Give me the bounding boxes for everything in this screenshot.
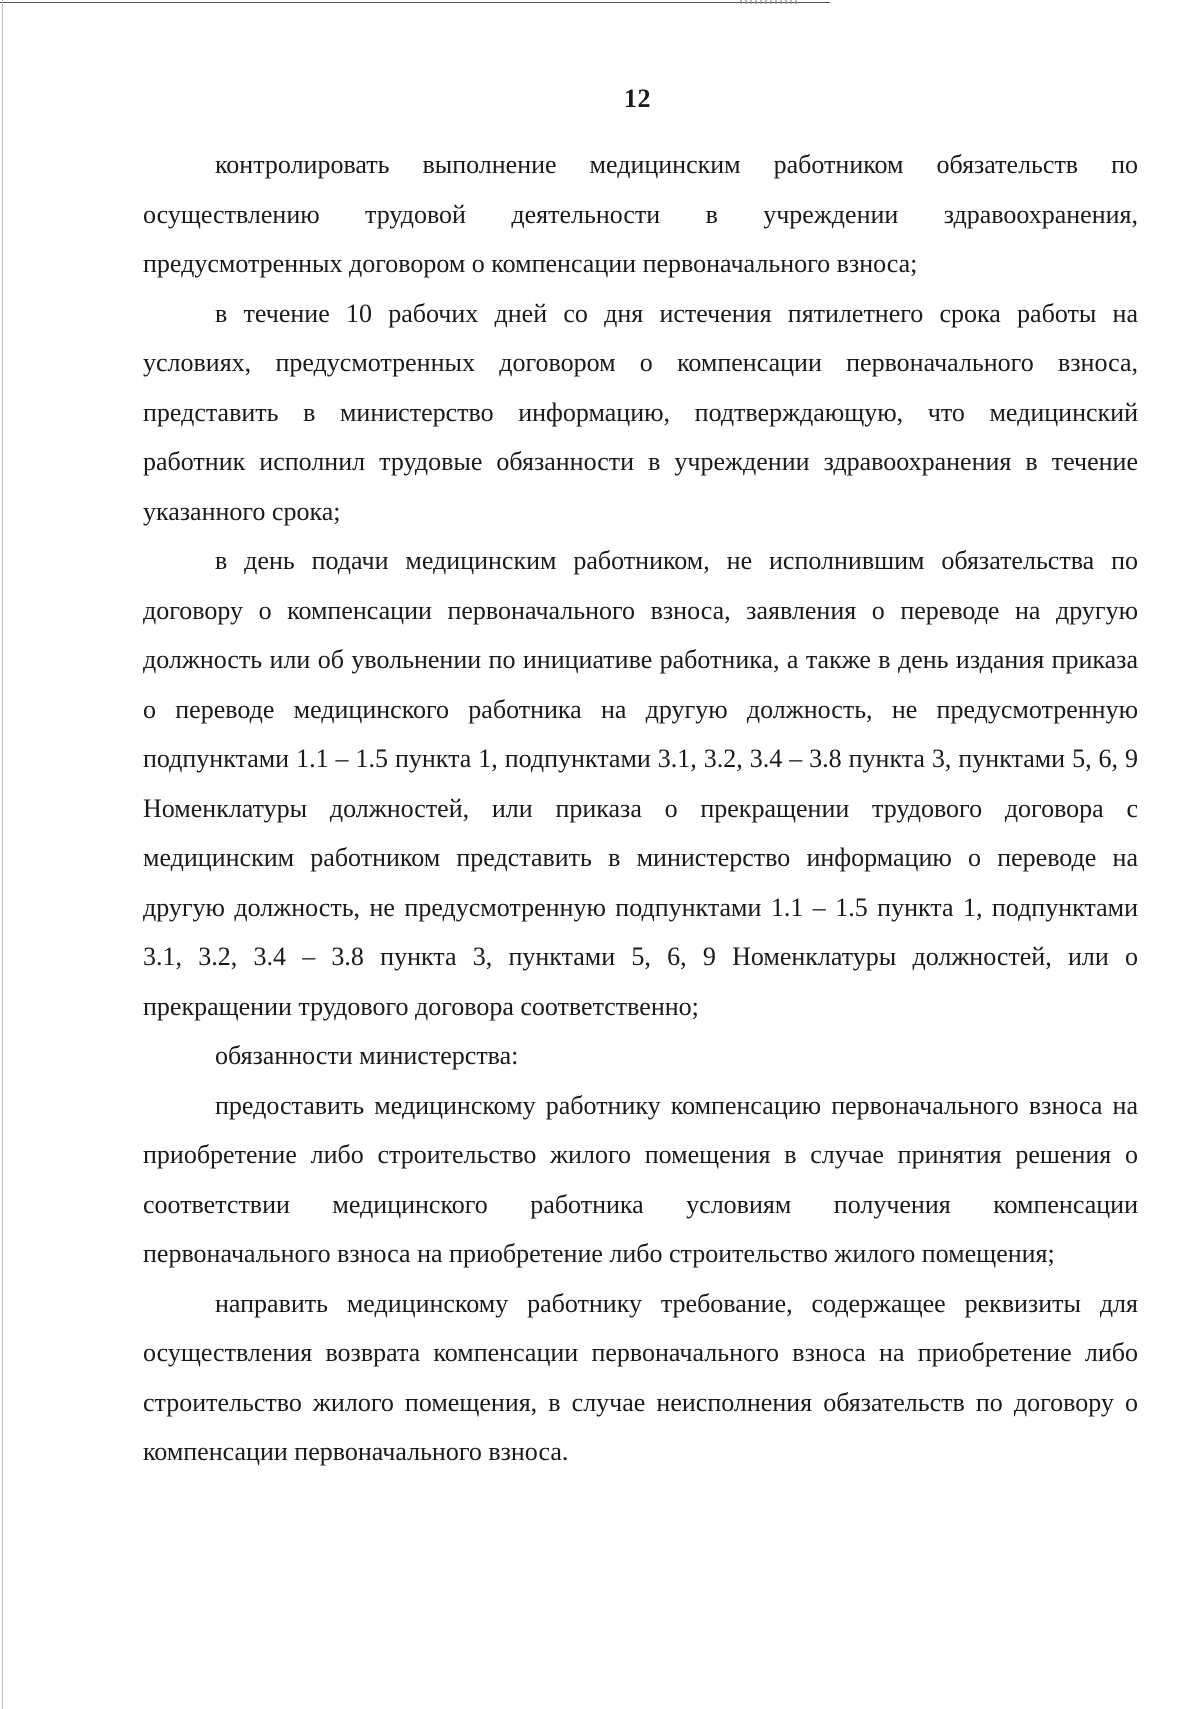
document-body — [143, 140, 1138, 1477]
scan-artifact-left — [2, 0, 3, 1709]
paragraph: контролировать выполнение медицинским работником обязательств по осуществлению трудовой деятельности в учреждении здравоохранения, предусмотренных договором о компенсации первоначального взноса; — [143, 150, 1138, 278]
paragraph: в день подачи медицинским работником, не исполнившим обязательства по договору о компенсации первоначального взноса, заявления о переводе на другую должность или об увольнении по инициативе работника, а также в день издания приказа о переводе медицинского работника на другую должность, не предусмотренную подпунктами 1.1 – 1.5 пункта 1, подпунктами 3.1, 3.2, 3.4 – 3.8 пункта 3, пунктами 5, 6, 9 Номенклатуры должностей, или приказа о прекращении трудового договора с медицинским работником представить в министерство информацию о переводе на другую должность, не предусмотренную подпунктами 1.1 – 1.5 пункта 1, подпунктами 3.1, 3.2, 3.4 – 3.8 пункта 3, пунктами 5, 6, 9 Номенклатуры должностей, или о прекращении трудового договора соответственно; — [143, 546, 1138, 1021]
paragraph-heading: обязанности министерства: — [215, 1041, 519, 1070]
page-number: 12 — [624, 84, 651, 113]
paragraph: в течение 10 рабочих дней со дня истечения пятилетнего срока работы на условиях, предусмотренных договором о компенсации первоначального взноса, представить в министерство информацию, подтверждающую, что медицинский работник исполнил трудовые обязанности в учреждении здравоохранения в течение указанного срока; — [143, 298, 1138, 526]
scan-artifact-top-right — [740, 0, 800, 4]
scan-artifact-top — [0, 2, 830, 3]
paragraph: предоставить медицинскому работнику компенсацию первоначального взноса на приобретение либо строительство жилого помещения в случае принятия решения о соответствии медицинского работника условиям получения компенсации первоначального взноса на приобретение либо строительство жилого помещения; — [143, 1090, 1138, 1268]
paragraph: направить медицинскому работнику требование, содержащее реквизиты для осуществления возврата компенсации первоначального взноса на приобретение либо строительство жилого помещения, в случае неисполнения обязательств по договору о компенсации первоначального взноса. — [143, 1288, 1138, 1466]
